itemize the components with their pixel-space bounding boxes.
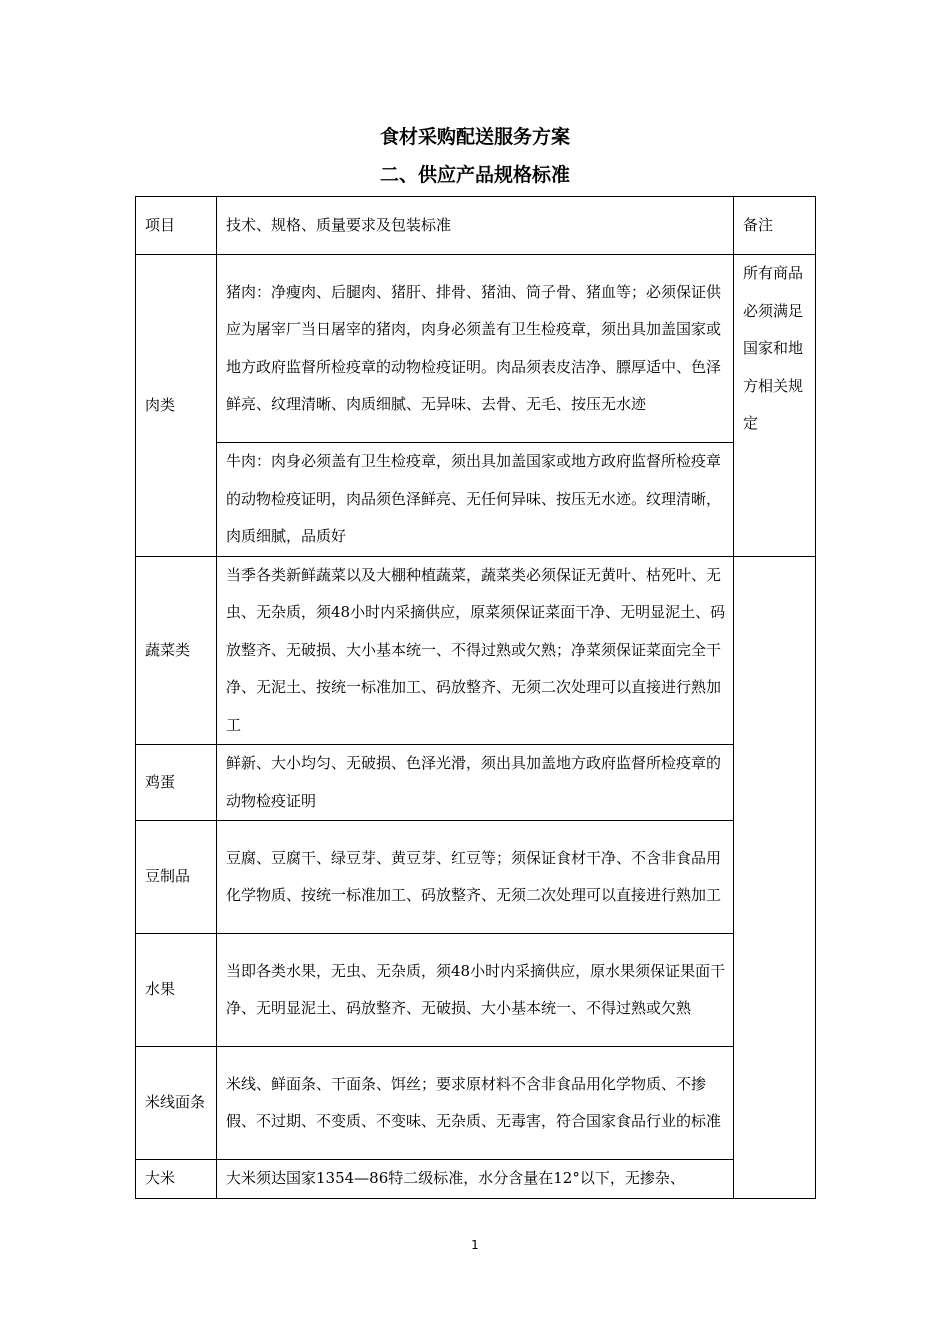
row-spec-fruit: 当即各类水果，无虫、无杂质，须48小时内采摘供应，原水果须保证果面干净、无明显泥土、码放整齐、无破损、大小基本统一、不得过熟或欠熟 xyxy=(217,934,734,1047)
row-item-noodles: 米线面条 xyxy=(136,1047,217,1160)
row-item-rice: 大米 xyxy=(136,1160,217,1199)
table-row xyxy=(136,443,816,557)
table-row xyxy=(136,821,816,934)
page-number: 1 xyxy=(471,1238,479,1252)
row-item-soy: 豆制品 xyxy=(136,821,217,934)
row-spec-rice: 大米须达国家1354—86特二级标准，水分含量在12°以下，无掺杂、 xyxy=(217,1160,734,1199)
header-remark: 备注 xyxy=(734,197,816,255)
document-subtitle: 二、供应产品规格标准 xyxy=(379,164,570,186)
table-row xyxy=(136,1160,816,1199)
document-title: 食材采购配送服务方案 xyxy=(379,126,570,148)
table-row xyxy=(136,556,816,745)
spec-table xyxy=(135,196,816,1199)
row-spec-eggs: 鲜新、大小均匀、无破损、色泽光滑，须出具加盖地方政府监督所检疫章的动物检疫证明 xyxy=(217,745,734,821)
header-spec: 技术、规格、质量要求及包装标准 xyxy=(217,197,734,255)
header-item: 项目 xyxy=(136,197,217,255)
remark-empty-cell xyxy=(734,556,816,1198)
table-row xyxy=(136,255,816,443)
row-item-vegetables: 蔬菜类 xyxy=(136,556,217,745)
table-row xyxy=(136,745,816,821)
row-spec-beef: 牛肉：肉身必须盖有卫生检疫章，须出具加盖国家或地方政府监督所检疫章的动物检疫证明，肉品须色泽鲜亮、无任何异味、按压无水迹。纹理清晰，肉质细腻，品质好 xyxy=(217,443,734,557)
table-row xyxy=(136,934,816,1047)
row-spec-noodles: 米线、鲜面条、干面条、饵丝；要求原材料不含非食品用化学物质、不掺假、不过期、不变质、不变味、无杂质、无毒害，符合国家食品行业的标准 xyxy=(217,1047,734,1160)
row-item-meat: 肉类 xyxy=(136,255,217,557)
row-item-fruit: 水果 xyxy=(136,934,217,1047)
table-row xyxy=(136,1047,816,1160)
table-header-row xyxy=(136,197,816,255)
row-item-eggs: 鸡蛋 xyxy=(136,745,217,821)
row-spec-soy: 豆腐、豆腐干、绿豆芽、黄豆芽、红豆等；须保证食材干净、不含非食品用化学物质、按统一标准加工、码放整齐、无须二次处理可以直接进行熟加工 xyxy=(217,821,734,934)
remark-cell: 所有商品必须满足国家和地方相关规定 xyxy=(734,255,816,557)
row-spec-vegetables: 当季各类新鲜蔬菜以及大棚种植蔬菜，蔬菜类必须保证无黄叶、枯死叶、无虫、无杂质，须48小时内采摘供应，原菜须保证菜面干净、无明显泥土、码放整齐、无破损、大小基本统一、不得过熟或欠熟；净菜须保证菜面完全干净、无泥土、按统一标准加工、码放整齐、无须二次处理可以直接进行熟加工 xyxy=(217,556,734,745)
row-spec-pork: 猪肉：净瘦肉、后腿肉、猪肝、排骨、猪油、筒子骨、猪血等；必须保证供应为屠宰厂当日屠宰的猪肉，肉身必须盖有卫生检疫章，须出具加盖国家或地方政府监督所检疫章的动物检疫证明。肉品须表皮洁净、膘厚适中、色泽鲜亮、纹理清晰、肉质细腻、无异味、去骨、无毛、按压无水迹 xyxy=(217,255,734,443)
